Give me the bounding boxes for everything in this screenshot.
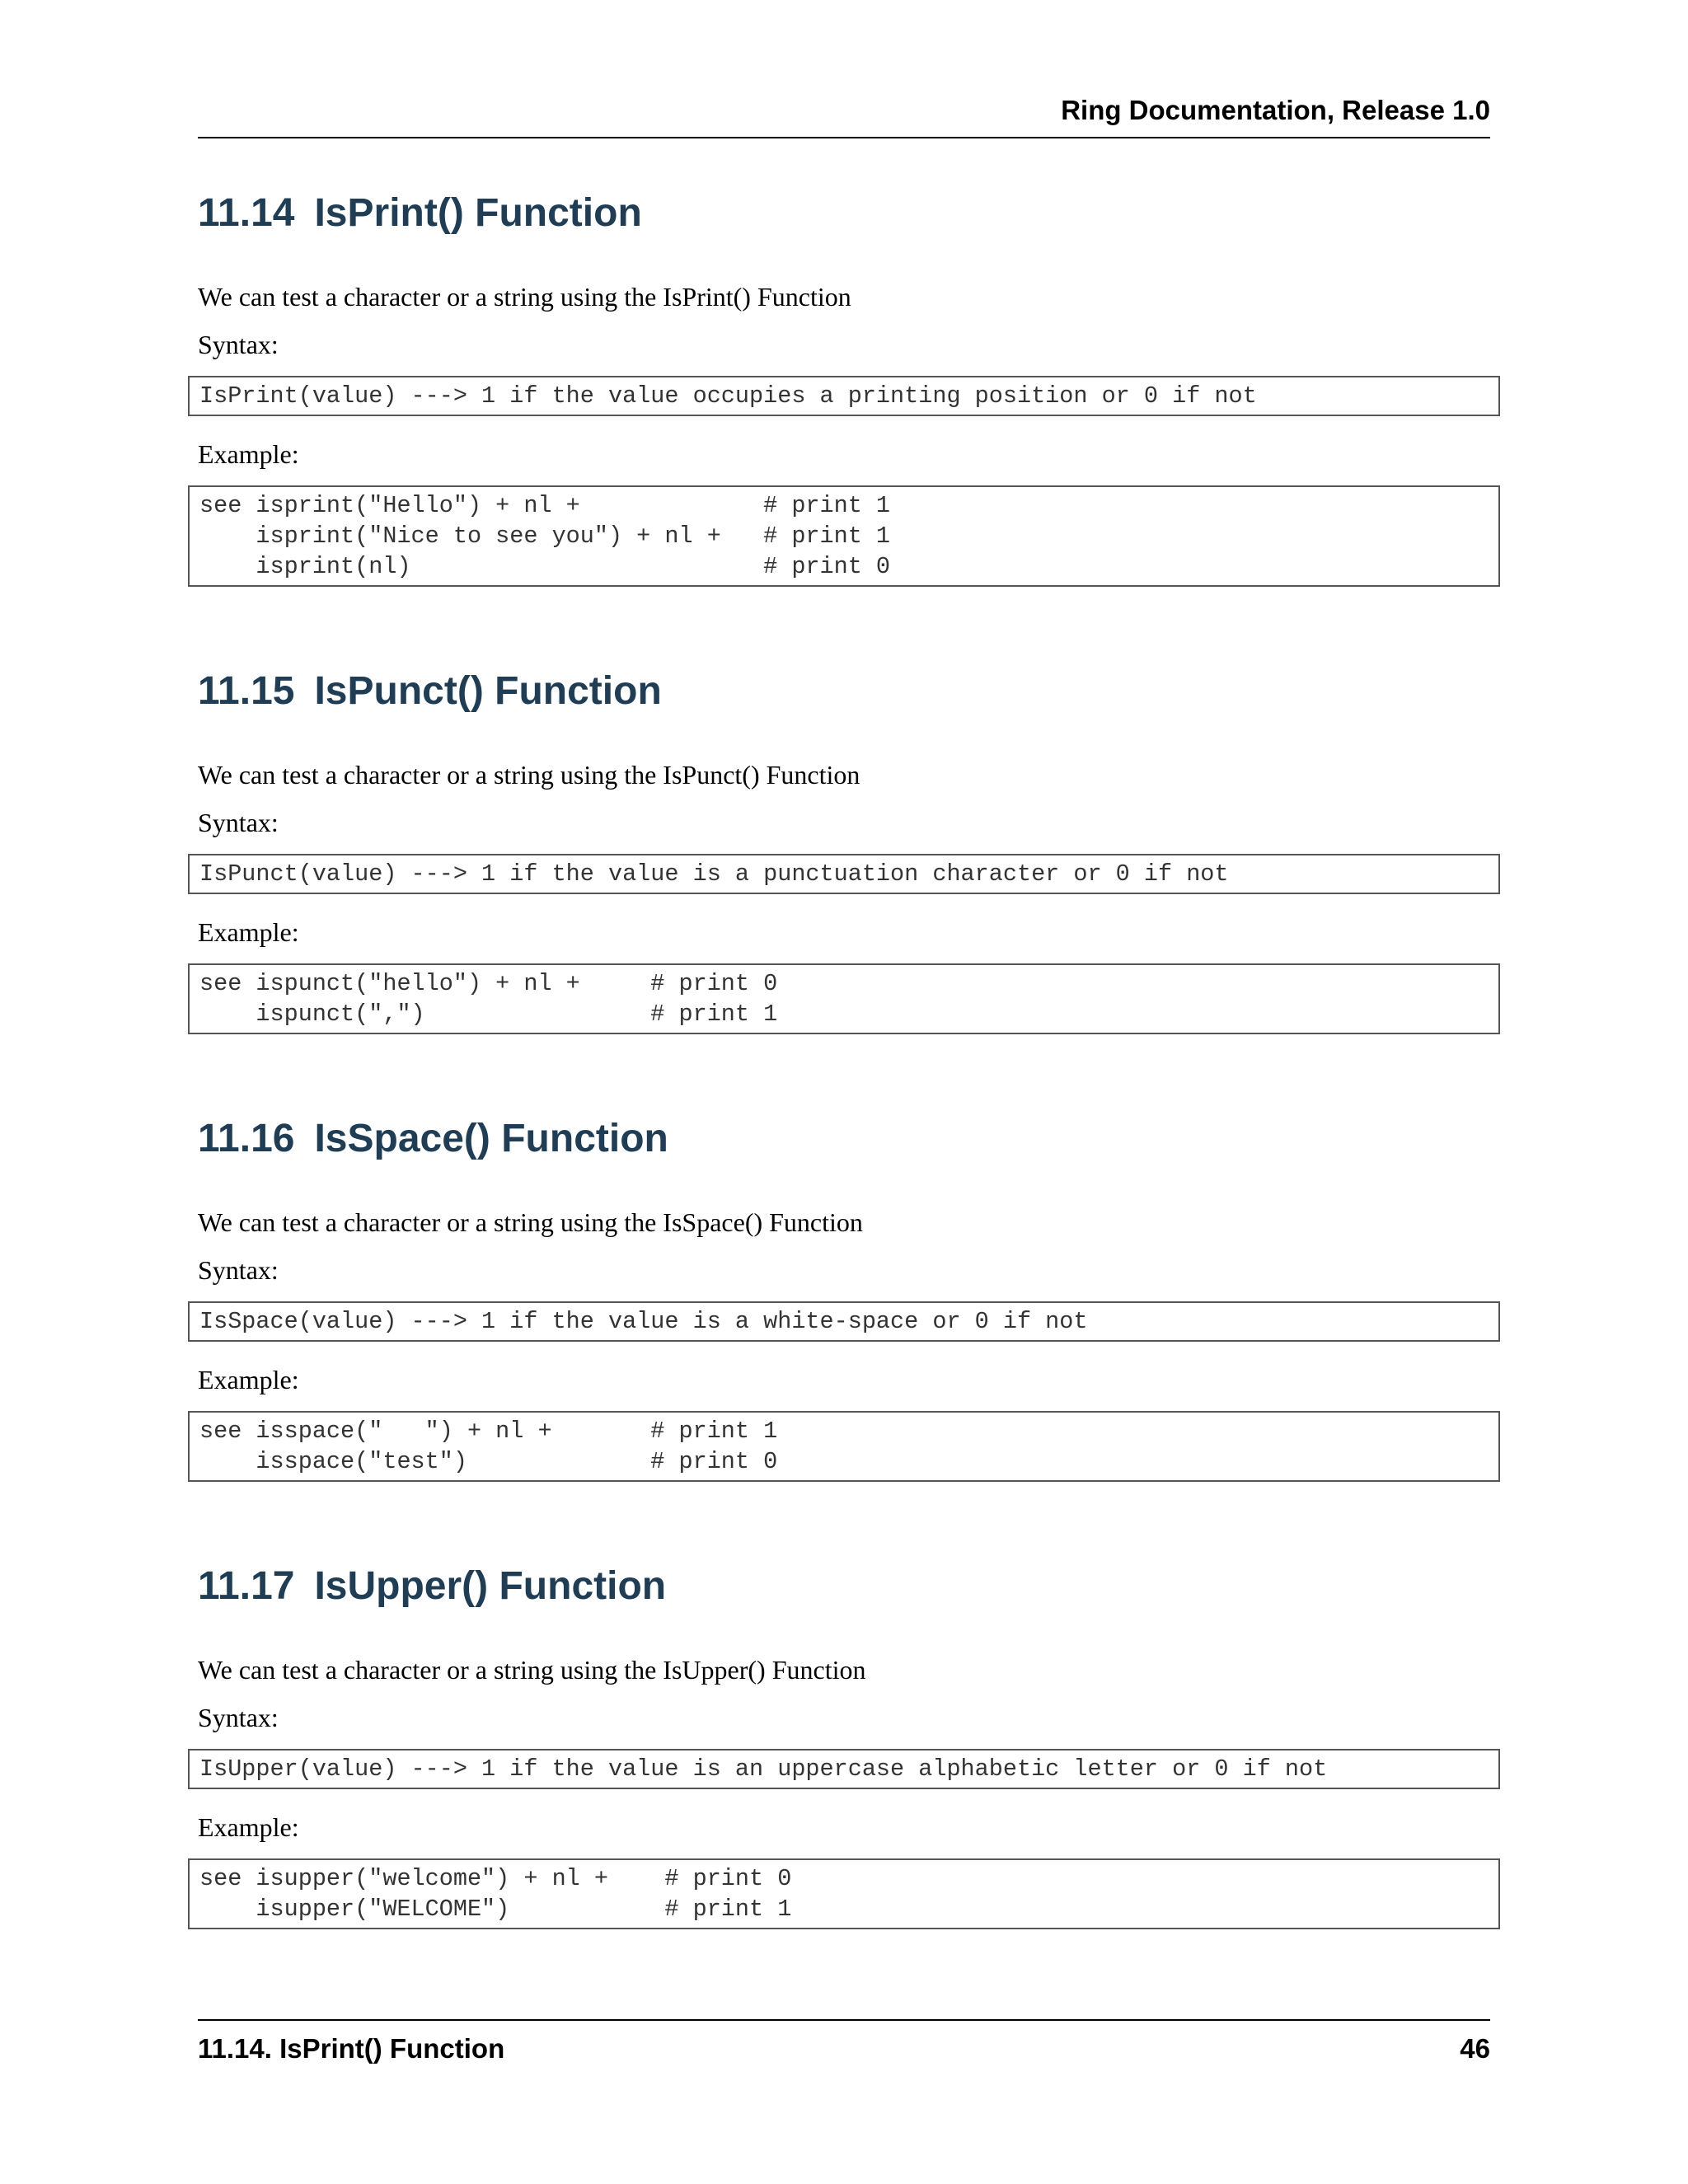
- page-content: [198, 190, 1490, 2010]
- code-line: IsUpper(value) ---> 1 if the value is an uppercase alphabetic letter or 0 if not: [199, 1755, 1328, 1783]
- syntax-label: Syntax:: [198, 1255, 279, 1285]
- syntax-label: Syntax:: [198, 330, 279, 359]
- code-line: see isupper("welcome") + nl + # print 0: [199, 1865, 792, 1892]
- syntax-code-block: [188, 376, 1500, 416]
- section-number: 11.14: [198, 191, 295, 235]
- section-heading: [198, 190, 1490, 237]
- example-code-block: [188, 485, 1500, 587]
- section-heading: [198, 1115, 1490, 1163]
- document-page: [198, 0, 1490, 2184]
- example-code-block: [188, 1411, 1500, 1482]
- syntax-label: Syntax:: [198, 808, 279, 837]
- section-title: IsPunct() Function: [314, 669, 662, 713]
- syntax-code-block: [188, 1749, 1500, 1789]
- code-line: see isprint("Hello") + nl + # print 1: [199, 492, 891, 519]
- syntax-label: Syntax:: [198, 1703, 279, 1732]
- section-intro: We can test a character or a string using the IsUpper() Function: [198, 1655, 866, 1685]
- syntax-code-block: [188, 854, 1500, 894]
- running-header: Ring Documentation, Release 1.0: [198, 94, 1490, 138]
- section-intro: We can test a character or a string using the IsPrint() Function: [198, 282, 851, 312]
- code-line: isprint("Nice to see you") + nl + # print 1: [199, 523, 891, 550]
- code-line: isspace("test") # print 0: [199, 1448, 778, 1475]
- example-code-block: [188, 1858, 1500, 1929]
- section-heading: [198, 668, 1490, 715]
- code-line: isprint(nl) # print 0: [199, 553, 891, 580]
- section-number: 11.17: [198, 1564, 295, 1608]
- example-code-block: [188, 963, 1500, 1034]
- section-title: IsSpace() Function: [314, 1117, 668, 1160]
- section-isprint: [198, 190, 1490, 587]
- code-line: see isspace(" ") + nl + # print 1: [199, 1418, 778, 1445]
- section-intro: We can test a character or a string using the IsPunct() Function: [198, 760, 860, 790]
- code-line: ispunct(",") # print 1: [199, 1001, 778, 1028]
- running-footer: [198, 2019, 1490, 2065]
- code-line: IsPunct(value) ---> 1 if the value is a punctuation character or 0 if not: [199, 860, 1229, 888]
- page-number: 46: [1460, 2033, 1490, 2064]
- syntax-code-block: [188, 1301, 1500, 1342]
- example-label: Example:: [198, 1365, 299, 1394]
- section-ispunct: [198, 668, 1490, 1034]
- code-line: IsSpace(value) ---> 1 if the value is a white-space or 0 if not: [199, 1308, 1088, 1335]
- example-label: Example:: [198, 439, 299, 469]
- example-label: Example:: [198, 1812, 299, 1842]
- code-line: see ispunct("hello") + nl + # print 0: [199, 970, 778, 997]
- code-line: isupper("WELCOME") # print 1: [199, 1896, 792, 1923]
- code-line: IsPrint(value) ---> 1 if the value occupies a printing position or 0 if not: [199, 382, 1257, 410]
- section-title: IsPrint() Function: [314, 191, 642, 235]
- section-isupper: [198, 1563, 1490, 1929]
- section-number: 11.15: [198, 669, 295, 713]
- section-isspace: [198, 1115, 1490, 1482]
- section-intro: We can test a character or a string using the IsSpace() Function: [198, 1207, 863, 1237]
- footer-section-title: 11.14. IsPrint() Function: [198, 2033, 505, 2064]
- section-number: 11.16: [198, 1117, 295, 1160]
- example-label: Example:: [198, 917, 299, 947]
- section-title: IsUpper() Function: [314, 1564, 667, 1608]
- section-heading: [198, 1563, 1490, 1610]
